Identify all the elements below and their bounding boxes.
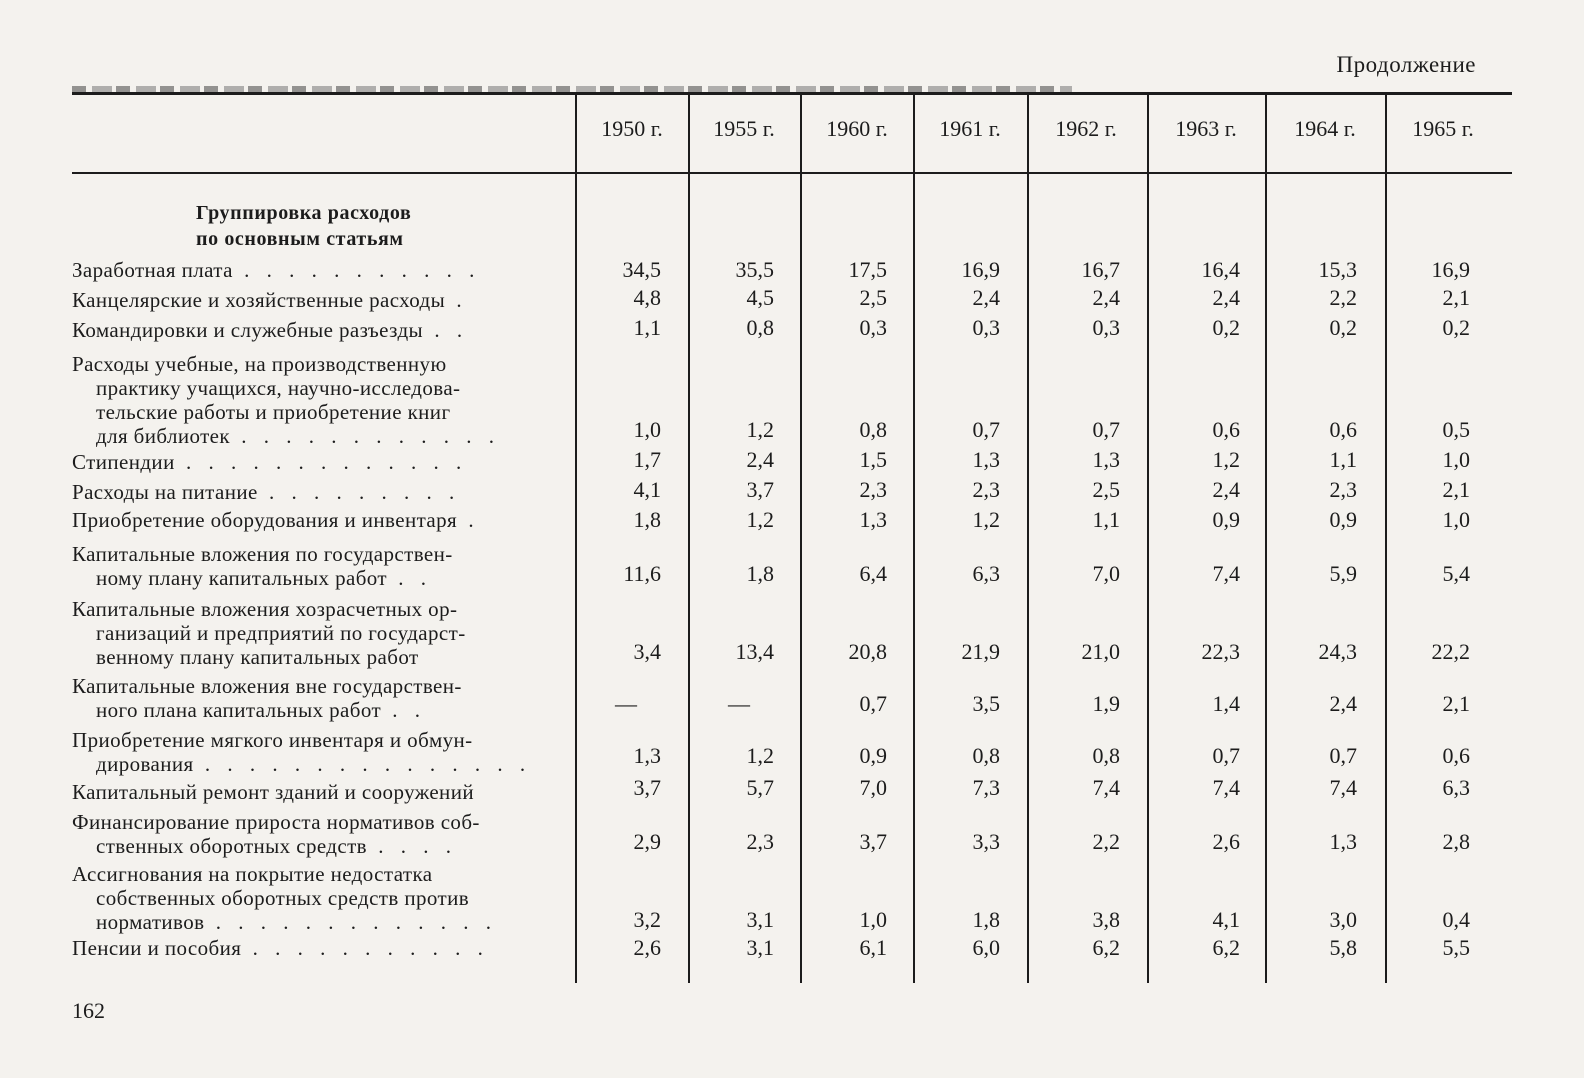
- table-cell: 6,2: [1092, 935, 1120, 960]
- row-label: [72, 862, 572, 934]
- table-cell: 2,3: [1329, 477, 1357, 502]
- table-cell: 17,5: [848, 257, 887, 282]
- column-divider: [1027, 95, 1029, 983]
- row-label-line: ному плану капитальных работ . .: [96, 566, 433, 590]
- table-cell: 7,4: [1212, 775, 1240, 800]
- table-cell: 0,6: [1329, 417, 1357, 442]
- table-cell: 5,9: [1329, 561, 1357, 586]
- row-label: [72, 674, 572, 722]
- table-cell: 1,2: [1212, 447, 1240, 472]
- table-cell: 1,0: [1442, 507, 1470, 532]
- row-label-line: Приобретение оборудования и инвентаря .: [72, 508, 480, 532]
- row-label: [72, 542, 572, 590]
- table-cell: 0,8: [1092, 743, 1120, 768]
- table-cell: 2,4: [1212, 285, 1240, 310]
- table-cell: 2,5: [1092, 477, 1120, 502]
- table-cell: 0,6: [1442, 743, 1470, 768]
- row-label-line: Капитальные вложения вне государствен-: [72, 674, 462, 698]
- row-label: [72, 936, 572, 960]
- table-cell: —: [728, 691, 750, 716]
- row-label: [72, 450, 572, 474]
- table-cell: 34,5: [622, 257, 661, 282]
- row-label: [72, 597, 572, 669]
- table-cell: 7,3: [972, 775, 1000, 800]
- table-cell: 1,2: [746, 743, 774, 768]
- row-label-line: тельские работы и приобретение книг: [96, 400, 451, 424]
- table-cell: 1,3: [633, 743, 661, 768]
- table-cell: 2,3: [859, 477, 887, 502]
- row-label-line: ного плана капитальных работ . .: [96, 698, 427, 722]
- table-cell: 21,9: [961, 639, 1000, 664]
- table-cell: 16,9: [1431, 257, 1470, 282]
- table-cell: 3,1: [746, 935, 774, 960]
- leader-dots: . . . . . . . . .: [257, 480, 461, 504]
- table-cell: 0,3: [972, 315, 1000, 340]
- table-cell: 1,0: [859, 907, 887, 932]
- row-label: [72, 480, 572, 504]
- table-cell: 6,3: [972, 561, 1000, 586]
- table-cell: 0,9: [1212, 507, 1240, 532]
- table-cell: 3,0: [1329, 907, 1357, 932]
- table-cell: 0,7: [1212, 743, 1240, 768]
- section-title-line: Группировка расходов: [196, 202, 412, 224]
- table-cell: 13,4: [735, 639, 774, 664]
- row-label-line: Финансирование прироста нормативов соб-: [72, 810, 480, 834]
- table-cell: 3,7: [746, 477, 774, 502]
- table-cell: 2,4: [1329, 691, 1357, 716]
- leader-dots: . . . . . . . . . . . . .: [204, 910, 497, 934]
- table-cell: 5,7: [746, 775, 774, 800]
- table-cell: 6,4: [859, 561, 887, 586]
- column-header-year: 1950 г.: [601, 116, 663, 141]
- table-cell: 2,3: [746, 829, 774, 854]
- table-cell: 7,4: [1329, 775, 1357, 800]
- table-cell: 21,0: [1081, 639, 1120, 664]
- table-cell: 2,9: [633, 829, 661, 854]
- row-label-line: Ассигнования на покрытие недостатка: [72, 862, 433, 886]
- row-label-line: практику учащихся, научно-исследова-: [96, 376, 461, 400]
- table-cell: 1,2: [746, 417, 774, 442]
- table-cell: 0,8: [972, 743, 1000, 768]
- table-cell: 1,9: [1092, 691, 1120, 716]
- table-cell: 20,8: [848, 639, 887, 664]
- page-number: 162: [72, 998, 105, 1023]
- table-cell: 2,1: [1442, 285, 1470, 310]
- leader-dots: .: [445, 288, 468, 312]
- table-cell: 11,6: [623, 561, 661, 586]
- table-cell: 3,8: [1092, 907, 1120, 932]
- table-cell: 0,5: [1442, 417, 1470, 442]
- column-divider: [1147, 95, 1149, 983]
- leader-dots: . .: [387, 566, 433, 590]
- table-cell: 0,2: [1212, 315, 1240, 340]
- row-label-line: Приобретение мягкого инвентаря и обмун-: [72, 728, 473, 752]
- row-label: [72, 508, 572, 532]
- table-cell: 1,1: [1092, 507, 1120, 532]
- column-header-year: 1962 г.: [1055, 116, 1117, 141]
- table-cell: 1,0: [1442, 447, 1470, 472]
- table-cell: 0,8: [859, 417, 887, 442]
- table-cell: 1,8: [746, 561, 774, 586]
- table-cell: 0,7: [859, 691, 887, 716]
- table-cell: 1,2: [972, 507, 1000, 532]
- table-cell: 0,9: [1329, 507, 1357, 532]
- table-cell: 35,5: [735, 257, 774, 282]
- table-cell: 15,3: [1318, 257, 1357, 282]
- table-cell: 2,4: [746, 447, 774, 472]
- table-cell: 0,7: [972, 417, 1000, 442]
- table-cell: 2,4: [1092, 285, 1120, 310]
- table-cell: 2,2: [1092, 829, 1120, 854]
- leader-dots: .: [457, 508, 480, 532]
- table-cell: 6,3: [1442, 775, 1470, 800]
- column-header-year: 1961 г.: [939, 116, 1001, 141]
- row-label: [72, 780, 572, 804]
- row-label-line: Канцелярские и хозяйственные расходы .: [72, 288, 468, 312]
- table-cell: 0,3: [1092, 315, 1120, 340]
- row-label: [72, 810, 572, 858]
- table-top-rule: [72, 92, 1512, 95]
- table-cell: 2,6: [633, 935, 661, 960]
- leader-dots: . .: [423, 318, 469, 342]
- row-label-line: Пенсии и пособия . . . . . . . . . . .: [72, 936, 489, 960]
- table-cell: 0,7: [1092, 417, 1120, 442]
- table-cell: 1,5: [859, 447, 887, 472]
- row-label-line: нормативов . . . . . . . . . . . . .: [96, 910, 497, 934]
- row-label: [72, 288, 572, 312]
- table-cell: 4,5: [746, 285, 774, 310]
- table-cell: 2,6: [1212, 829, 1240, 854]
- table-cell: —: [615, 691, 637, 716]
- table-cell: 7,0: [859, 775, 887, 800]
- row-label-line: ганизаций и предприятий по государст-: [96, 621, 466, 645]
- table-cell: 1,1: [1329, 447, 1357, 472]
- table-cell: 2,4: [972, 285, 1000, 310]
- table-cell: 3,2: [633, 907, 661, 932]
- leader-dots: . . . . . . . . . . . .: [230, 424, 500, 448]
- table-cell: 2,8: [1442, 829, 1470, 854]
- table-cell: 4,1: [633, 477, 661, 502]
- table-cell: 0,9: [859, 743, 887, 768]
- table-cell: 0,7: [1329, 743, 1357, 768]
- leader-dots: . . . . . . . . . . . . .: [174, 450, 468, 474]
- continuation-label: Продолжение: [1336, 52, 1476, 77]
- column-header-year: 1960 г.: [826, 116, 888, 141]
- row-label: [72, 728, 572, 776]
- row-label-line: Капитальный ремонт зданий и сооружений: [72, 780, 474, 804]
- leader-dots: . . . . . . . . . . . . . . .: [193, 752, 532, 776]
- table-cell: 2,5: [859, 285, 887, 310]
- row-label-line: Капитальные вложения по государствен-: [72, 542, 453, 566]
- table-cell: 16,4: [1201, 257, 1240, 282]
- table-cell: 5,4: [1442, 561, 1470, 586]
- table-cell: 7,0: [1092, 561, 1120, 586]
- table-cell: 3,1: [746, 907, 774, 932]
- table-header-rule: [72, 172, 1512, 174]
- table-cell: 16,9: [961, 257, 1000, 282]
- table-cell: 1,3: [859, 507, 887, 532]
- leader-dots: . .: [381, 698, 427, 722]
- row-label: [72, 318, 572, 342]
- section-title-line: по основным статьям: [196, 228, 404, 250]
- table-cell: 3,7: [633, 775, 661, 800]
- table-cell: 3,7: [859, 829, 887, 854]
- table-cell: 7,4: [1212, 561, 1240, 586]
- table-cell: 1,7: [633, 447, 661, 472]
- table-cell: 24,3: [1318, 639, 1357, 664]
- table-cell: 1,8: [972, 907, 1000, 932]
- row-label-line: Командировки и служебные разъезды . .: [72, 318, 469, 342]
- table-cell: 1,4: [1212, 691, 1240, 716]
- row-label-line: Заработная плата . . . . . . . . . . .: [72, 258, 481, 282]
- table-cell: 1,0: [633, 417, 661, 442]
- row-label: [72, 258, 572, 282]
- leader-dots: . . . . . . . . . . .: [232, 258, 481, 282]
- table-cell: 3,5: [972, 691, 1000, 716]
- table-cell: 0,3: [859, 315, 887, 340]
- table-cell: 1,3: [1329, 829, 1357, 854]
- table-cell: 6,1: [859, 935, 887, 960]
- table-cell: 1,8: [633, 507, 661, 532]
- row-label-line: Стипендии . . . . . . . . . . . . .: [72, 450, 468, 474]
- row-label-line: дирования . . . . . . . . . . . . . . .: [96, 752, 532, 776]
- table-cell: 0,2: [1329, 315, 1357, 340]
- row-label-line: для библиотек . . . . . . . . . . . .: [96, 424, 500, 448]
- table-cell: 1,3: [972, 447, 1000, 472]
- row-label-line: Капитальные вложения хозрасчетных ор-: [72, 597, 458, 621]
- row-label-line: венному плану капитальных работ: [96, 645, 419, 669]
- table-cell: 22,3: [1201, 639, 1240, 664]
- table-cell: 2,1: [1442, 477, 1470, 502]
- table-cell: 7,4: [1092, 775, 1120, 800]
- table-cell: 16,7: [1081, 257, 1120, 282]
- table-cell: 22,2: [1431, 639, 1470, 664]
- table-cell: 0,8: [746, 315, 774, 340]
- table-cell: 0,2: [1442, 315, 1470, 340]
- section-title: [196, 200, 411, 252]
- column-header-year: 1955 г.: [713, 116, 775, 141]
- table-cell: 2,4: [1212, 477, 1240, 502]
- table-cell: 3,3: [972, 829, 1000, 854]
- column-header-year: 1963 г.: [1175, 116, 1237, 141]
- table-cell: 3,4: [633, 639, 661, 664]
- table-cell: 4,8: [633, 285, 661, 310]
- row-label-line: Расходы на питание . . . . . . . . .: [72, 480, 461, 504]
- table-cell: 6,0: [972, 935, 1000, 960]
- row-label-line: собственных оборотных средств против: [96, 886, 470, 910]
- column-header-year: 1964 г.: [1294, 116, 1356, 141]
- table-cell: 0,4: [1442, 907, 1470, 932]
- table-cell: 5,5: [1442, 935, 1470, 960]
- table-cell: 2,2: [1329, 285, 1357, 310]
- table-cell: 0,6: [1212, 417, 1240, 442]
- table-cell: 1,3: [1092, 447, 1120, 472]
- table-cell: 1,1: [633, 315, 661, 340]
- table-cell: 4,1: [1212, 907, 1240, 932]
- row-label-line: ственных оборотных средств . . . .: [96, 834, 457, 858]
- table-cell: 6,2: [1212, 935, 1240, 960]
- table-cell: 5,8: [1329, 935, 1357, 960]
- table-cell: 1,2: [746, 507, 774, 532]
- row-label: [72, 352, 572, 448]
- table-cell: 2,3: [972, 477, 1000, 502]
- row-label-line: Расходы учебные, на производственную: [72, 352, 447, 376]
- column-header-year: 1965 г.: [1412, 116, 1474, 141]
- leader-dots: . . . . . . . . . . .: [241, 936, 489, 960]
- table-cell: 2,1: [1442, 691, 1470, 716]
- leader-dots: . . . .: [367, 834, 457, 858]
